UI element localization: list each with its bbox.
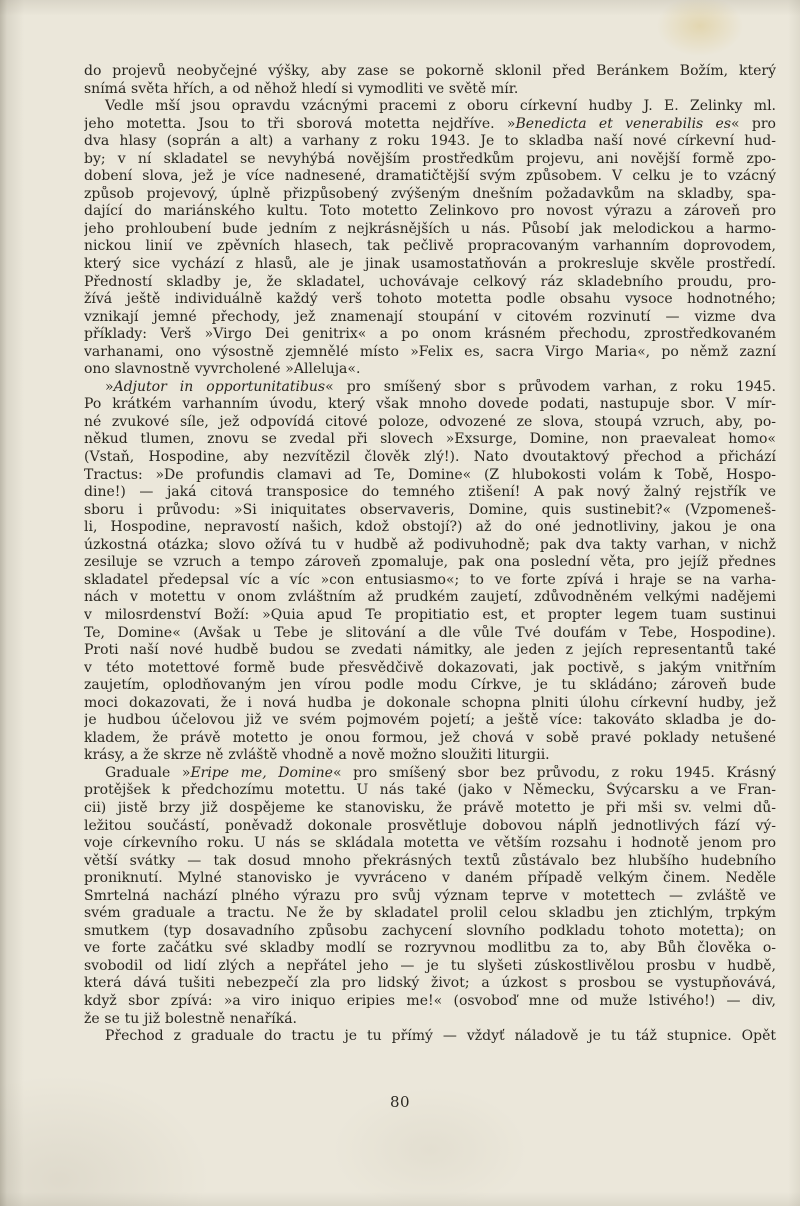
text-line: smutkem (typ dosavadního způsobu zachycení slovního podkladu tohoto motetta); on — [84, 922, 776, 939]
text-line: vznikají jemné přechody, jež znamenají stoupání v citovém rozvinutí — vizme dva — [84, 308, 776, 325]
text-line: ležitou součástí, poněvadž dokonale prosvětluje dobovou náplň jednotlivých fází vý- — [84, 817, 776, 834]
text-line: jeho prohloubení bude jedním z nejkrásnějších u nás. Působí jak melodickou a harmo- — [84, 220, 776, 237]
text-line: ve forte začátku své skladby modlí se rozryvnou modlitbu za to, aby Bůh člověka o- — [84, 940, 776, 957]
text-line: která dává tušiti nebezpečí zla pro lidský život; a úzkost s prosbou se vystupňovává, — [84, 975, 776, 992]
text-line: (Vstaň, Hospodine, aby nezvítězil člověk zlý!). Nato dvoutaktový přechod a přichází — [84, 449, 776, 466]
text-line: Předností skladby je, že skladatel, uchovávaje celkový ráz skladebního proudu, pro- — [84, 273, 776, 290]
page-number: 80 — [389, 1093, 411, 1111]
text-line: skladatel předepsal víc a víc »con entusiasmo«; to ve forte zpívá i hraje se na varha- — [84, 571, 776, 588]
text-line: dine!) — jaká citová transposice do temného ztišení! A pak nový žalný rejstřík ve — [84, 484, 776, 501]
text-line: úzkostná otázka; slovo ožívá tu v hudbě až podivuhodně; pak dva takty varhan, v nichž — [84, 536, 776, 553]
text-line: »Adjutor in opportunitatibus« pro smíšený sbor s průvodem varhan, z roku 1945. — [105, 378, 776, 395]
text-line: protějšek k předchozímu motettu. U nás také (jako v Německu, Švýcarsku a ve Fran- — [84, 782, 776, 799]
paragraph — [84, 98, 776, 379]
text-line: li, Hospodine, nepravostí našich, kdož obstojí?) až do oné jednotliviny, jakou je ona — [84, 519, 776, 536]
text-line: kladem, že právě motetto je onou formou, jež chová v sobě pravé poklady netušené — [84, 729, 776, 746]
text-line: příklady: Verš »Virgo Dei genitrix« a po onom krásném přechodu, zprostředkovaném — [84, 326, 776, 343]
text-line: který sice vychází z hlasů, ale je jinak usamostatňován a prokresluje skvěle prostředí. — [84, 256, 776, 273]
text-line: Smrtelná nachází plného výrazu pro svůj význam teprve v motettech — zvláště ve — [84, 887, 776, 904]
text-line: zaujetím, oplodňovaným jen vírou podle modu Církve, je tu skládáno; zároveň bude — [84, 677, 776, 694]
text-line: dobení slova, jež je více nadnesené, dramatičtější svým způsobem. V celku je to vzácný — [84, 168, 776, 185]
paragraph — [84, 63, 776, 98]
text-line: někud tlumen, znovu se zvedal při slovech »Exsurge, Domine, non praevaleat homo« — [84, 431, 776, 448]
text-line: v milosrdenství Boží: »Quia apud Te propitiatio est, et propter legem tuam sustinui — [84, 606, 776, 623]
text-line: jeho motetta. Jsou to tři sborová motetta nejdříve. »Benedicta et venerabilis es« pro — [84, 115, 776, 132]
text-line: nickou linií ve zpěvních hlasech, tak pečlivě propracovaným varhanním doprovodem, — [84, 238, 776, 255]
text-line: voje církevního roku. U nás se skládala motetta ve větším rozsahu i hodnotě jenom pro — [84, 835, 776, 852]
text-line: né zvukové síle, jež odpovídá citové poloze, odvozené ze slova, stoupá vzruch, aby, po- — [84, 413, 776, 430]
text-line: cii) jistě brzy již dospějeme ke stanovisku, že právě motetto je při mši sv. velmi dů- — [84, 799, 776, 816]
text-line: sboru i průvodu: »Si iniquitates observaveris, Domine, quis sustinebit?« (Vzpomeneš- — [84, 501, 776, 518]
text-line: v této motettové formě bude přesvědčivě dokazovati, jak poctivě, s jakým vnitřním — [84, 659, 776, 676]
text-line: varhanami, ono výsostně zjemnělé místo »Felix es, sacra Virgo Maria«, po němž zazní — [84, 343, 776, 360]
text-line: Tractus: »De profundis clamavi ad Te, Domine« (Z hlubokosti volám k Tobě, Hospo- — [84, 466, 776, 483]
text-line: Te, Domine« (Avšak u Tebe je slitování a dle vůle Tvé doufám v Tebe, Hospodine). — [84, 624, 776, 641]
text-line: Proti naší nové hudbě budou se zvedati námitky, ale jeden z jejích representantů také — [84, 642, 776, 659]
italic-title: Eripe me, Domine — [190, 764, 333, 781]
text-line: krásy, a že skrze ně zvláště vhodně a nově možno sloužiti liturgii. — [84, 747, 550, 764]
paragraph — [84, 1028, 776, 1046]
text-line: když sbor zpívá: »a viro iniquo eripies me!« (osvoboď mne od muže lstivého!) — div, — [84, 992, 776, 1009]
text-line: Vedle mší jsou opravdu vzácnými pracemi z oboru církevní hudby J. E. Zelinky ml. — [105, 98, 776, 115]
text-line: svobodil od lidí zlých a nepřátel jeho — je tu slyšeti zúskostlivělou prosbu v hudbě, — [84, 957, 776, 974]
text-line: žívá ještě individuálně každý verš tohoto motetta podle obsahu vysoce hodnotného; — [84, 291, 776, 308]
text-line: zesiluje se vzruch a tempo zároveň zpomaluje, pak ona poslední věta, pro jejíž přednes — [84, 554, 776, 571]
text-line: by; v ní skladatel se nevyhýbá novějším prostředkům projevu, ani novější formě zpo- — [84, 150, 776, 167]
text-line: svém graduale a tractu. Ne že by skladatel prolil celou skladbu jen ztichlým, trpkým — [84, 905, 776, 922]
text-line: moci dokazovati, že i nová hudba je dokonale schopna plniti úlohu církevní hudby, jež — [84, 694, 776, 711]
text-block — [84, 63, 776, 1046]
text-line: že se tu již bolestně nenaříká. — [84, 1010, 297, 1027]
text-line: ono slavnostně vyvrcholené »Alleluja«. — [84, 361, 361, 378]
text-line: do projevů neobyčejné výšky, aby zase se pokorně sklonil před Beránkem Božím, který — [84, 63, 776, 79]
text-line: Po krátkém varhanním úvodu, který však mnoho dovede podati, nastupuje sbor. V mír- — [84, 396, 776, 413]
text-line: dající do mariánského kultu. Toto motetto Zelinkovo pro novost výrazu a zároveň pro — [84, 203, 776, 220]
text-line: dva hlasy (soprán a alt) a varhany z roku 1943. Je to skladba naší nové církevní hud- — [84, 133, 776, 150]
italic-title: Adjutor in opportunitatibus — [113, 378, 326, 395]
text-line: nách v motettu v onom zvláštním až prudkém zaujetí, zdůvodněném velkými nadějemi — [84, 589, 776, 606]
text-line: proniknutí. Mylné stanovisko je vyvráceno v daném případě velkým činem. Neděle — [84, 870, 776, 887]
text-line: snímá světa hřích, a od něhož hledí si vymodliti ve světě mír. — [84, 80, 519, 97]
text-line: způsob projevový, úplně přizpůsobený zvýšeným dnešním požadavkům na skladby, spa- — [84, 185, 776, 202]
text-line: je hudbou účelovou již ve svém pojmovém pojetí; a ještě více: takováto skladba je do- — [84, 712, 776, 729]
paragraph — [84, 765, 776, 1028]
text-line: Přechod z graduale do tractu je tu přímý — vždyť náladově je tu táž stupnice. Opět — [105, 1028, 776, 1045]
text-line: větší svátky — tak dosud mnoho překrásných textů zůstávalo bez hlubšího hudebního — [84, 852, 776, 869]
italic-title: Benedicta et venerabilis es — [515, 115, 732, 132]
text-line: Graduale »Eripe me, Domine« pro smíšený sbor bez průvodu, z roku 1945. Krásný — [105, 764, 776, 781]
paragraph — [84, 379, 776, 765]
